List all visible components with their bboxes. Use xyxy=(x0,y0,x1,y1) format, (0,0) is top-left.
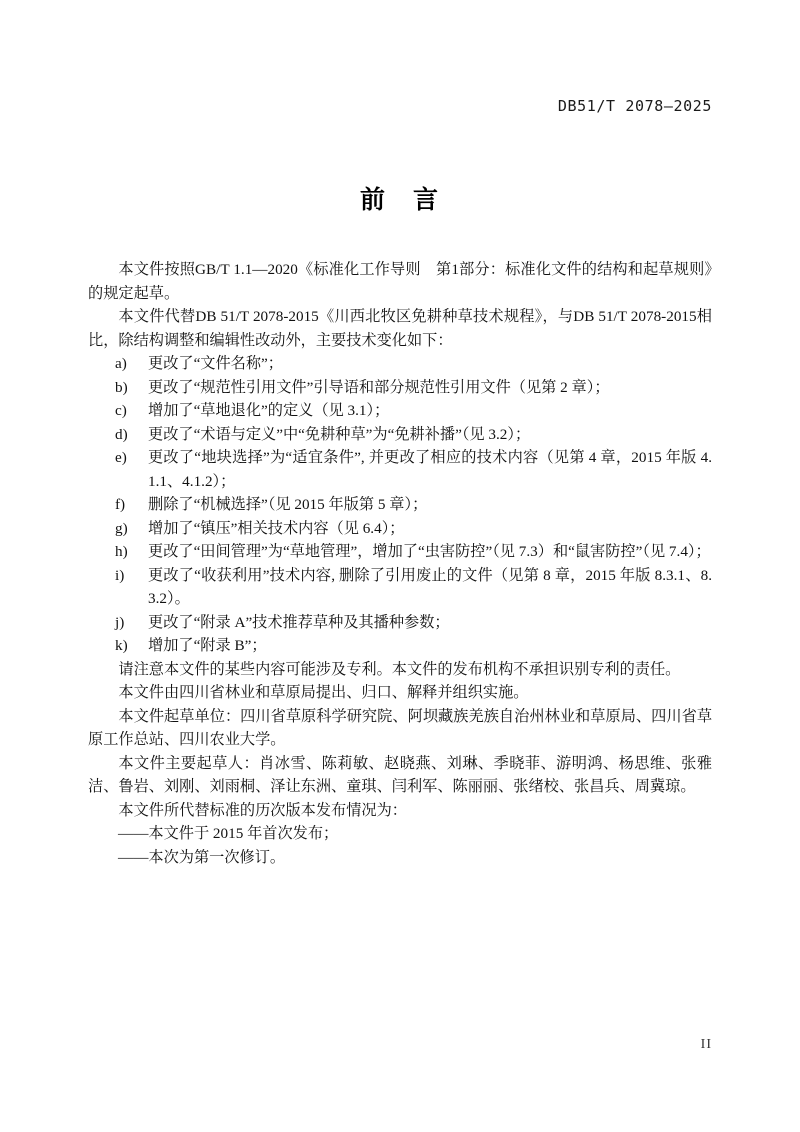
list-item xyxy=(88,423,712,447)
list-item xyxy=(88,493,712,517)
list-item-marker: i) xyxy=(115,566,125,584)
list-item xyxy=(88,611,712,635)
page-number: II xyxy=(700,1037,712,1052)
paragraph-history-intro: 本文件所代替标准的历次版本发布情况为： xyxy=(118,801,407,819)
list-item xyxy=(88,540,712,564)
paragraph-patent-notice: 请注意本文件的某些内容可能涉及专利。本文件的发布机构不承担识别专利的责任。 xyxy=(118,660,681,678)
list-item-text: 更改了“田间管理”为“草地管理”，增加了“虫害防控”（见 7.3）和“鼠害防控”（见 7.4）； xyxy=(148,543,711,560)
list-item xyxy=(88,446,712,493)
list-item xyxy=(88,564,712,611)
list-item-text: 更改了“文件名称”； xyxy=(148,355,283,372)
list-item-marker: d) xyxy=(115,425,128,443)
list-item: ——本次为第一次修订。 xyxy=(118,848,286,866)
page-content xyxy=(88,180,712,869)
list-item-text: 更改了“附录 A”技术推荐草种及其播种参数； xyxy=(148,613,450,631)
list-item xyxy=(88,399,712,423)
list-item-marker: e) xyxy=(115,449,127,466)
paragraph-proposer: 本文件由四川省林业和草原局提出、归口、解释并组织实施。 xyxy=(118,684,529,701)
list-item-text: 更改了“地块选择”为“适宜条件”, 并更改了相应的技术内容（见第 4 章，2015 年版 4.1.1、4.1.2）； xyxy=(148,449,712,490)
list-item-marker: h) xyxy=(115,543,128,560)
version-history-list xyxy=(88,822,712,869)
paragraph-drafters: 本文件主要起草人：肖冰雪、陈莉敏、赵晓燕、刘琳、季晓菲、游明鸿、杨思维、张雅洁、鲁岩、刘刚、刘雨桐、泽让东洲、童琪、闫利军、陈丽丽、张绪校、张昌兵、周冀琼。 xyxy=(88,754,712,795)
list-item xyxy=(88,352,712,376)
technical-changes-list xyxy=(88,352,712,658)
list-item-text: 更改了“收获利用”技术内容, 删除了引用废止的文件（见第 8 章，2015 年版 8.3.1、8.3.2）。 xyxy=(148,566,712,607)
list-item-text: 增加了“附录 B”； xyxy=(148,637,267,654)
list-item-marker: c) xyxy=(115,402,127,419)
list-item xyxy=(88,376,712,400)
list-item-text: 增加了“草地退化”的定义（见 3.1）； xyxy=(148,402,390,419)
running-header-standard-number: DB51/T 2078—2025 xyxy=(557,97,712,115)
list-item-marker: f) xyxy=(115,496,126,513)
list-item-text: 增加了“镇压”相关技术内容（见 6.4）； xyxy=(148,519,405,537)
list-item-text: 更改了“规范性引用文件”引导语和部分规范性引用文件（见第 2 章）； xyxy=(148,378,610,396)
list-item: ——本文件于 2015 年首次发布； xyxy=(118,825,339,842)
paragraph-drafting-units: 本文件起草单位：四川省草原科学研究院、阿坝藏族羌族自治州林业和草原局、四川省草原工作总站、四川农业大学。 xyxy=(88,707,712,748)
list-item xyxy=(88,634,712,658)
page-title-left: 前 xyxy=(359,185,387,214)
list-item-marker: g) xyxy=(115,519,128,537)
page-title xyxy=(88,180,712,216)
list-item xyxy=(88,517,712,541)
paragraph-replaces-statement: 本文件代替DB 51/T 2078-2015《川西北牧区免耕种草技术规程》，与DB 51/T 2078-2015相比，除结构调整和编辑性改动外，主要技术变化如下： xyxy=(88,308,712,349)
list-item-marker: a) xyxy=(115,355,127,372)
list-item-marker: k) xyxy=(115,637,128,654)
page-title-right: 言 xyxy=(413,185,441,214)
list-item-text: 更改了“术语与定义”中“免耕种草”为“免耕补播”（见 3.2）； xyxy=(148,425,531,443)
list-item-marker: b) xyxy=(115,378,128,396)
list-item-text: 删除了“机械选择”（见 2015 年版第 5 章）； xyxy=(148,496,428,513)
list-item-marker: j) xyxy=(115,613,125,631)
paragraph-drafting-rule: 本文件按照GB/T 1.1—2020《标准化工作导则 第1部分：标准化文件的结构和起草规则》的规定起草。 xyxy=(88,261,712,302)
